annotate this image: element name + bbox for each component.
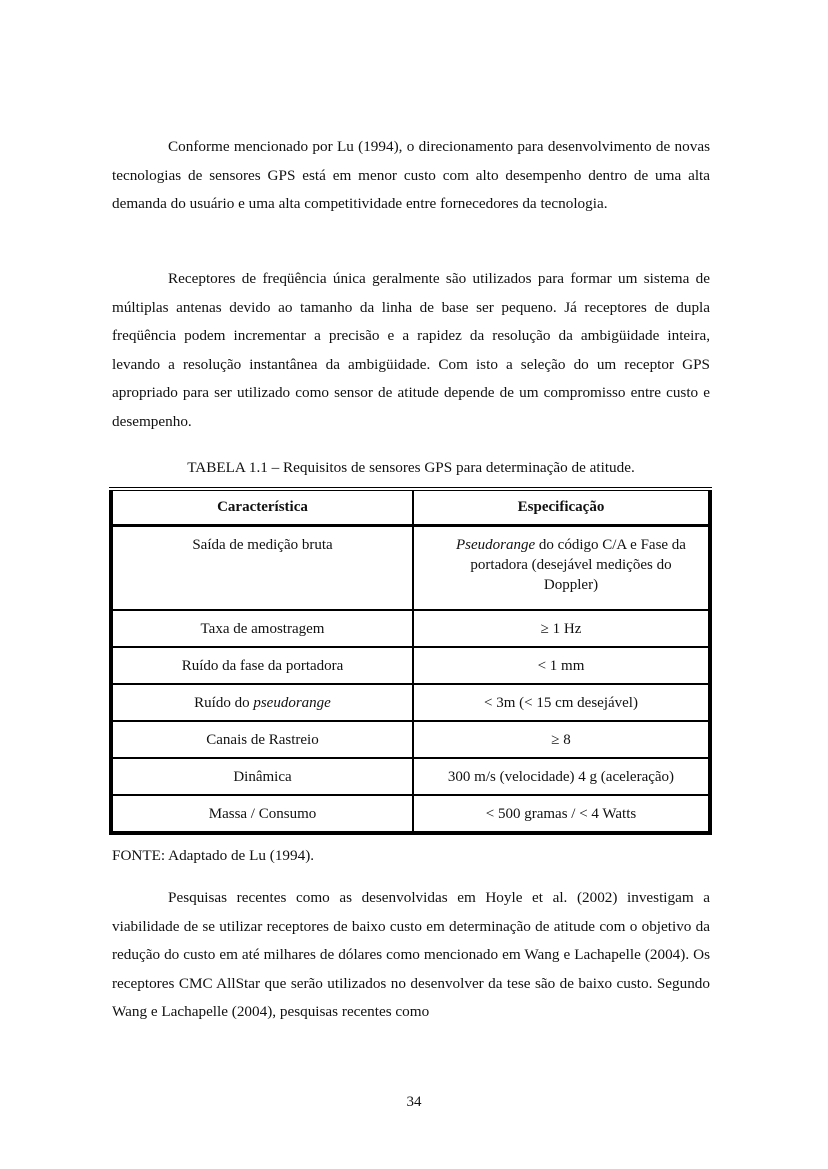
cell-spec: < 3m (< 15 cm desejável) (413, 684, 710, 721)
table-row (111, 795, 710, 833)
paragraph-1-text: Conforme mencionado por Lu (1994), o direcionamento para desenvolvimento de novas tecnologias de sensores GPS está em menor custo com alto desempenho dentro de uma alta demanda do usuário e uma alta competitividade entre fornecedores da tecnologia. (112, 138, 710, 213)
paragraph-2-text: Receptores de freqüência única geralmente são utilizados para formar um sistema de múltiplas antenas devido ao tamanho da linha de base ser pequeno. Já receptores de dupla freqüência podem incrementar a precisão e a rapidez da resolução da ambigüidade inteira, levando a resolução instantânea da ambigüidade. Com isto a seleção do um receptor GPS apropriado para ser utilizado como sensor de atitude depende de um compromisso entre custo e desempenho. (112, 270, 710, 430)
cell-feature: Ruído da fase da portadora (111, 647, 413, 684)
cell-feature: Canais de Rastreio (111, 721, 413, 758)
cell-feature (111, 684, 413, 721)
page-number: 34 (406, 1094, 422, 1110)
cell-spec-italic: Pseudorange (456, 537, 536, 553)
cell-spec: 300 m/s (velocidade) 4 g (aceleração) (413, 758, 710, 795)
paragraph-1 (112, 133, 710, 219)
cell-feature-italic: pseudorange (253, 694, 331, 711)
header-spec: Especificação (413, 489, 710, 526)
table-caption: TABELA 1.1 – Requisitos de sensores GPS para determinação de atitude. (187, 459, 635, 476)
paragraph-2 (112, 265, 710, 437)
table-row (111, 610, 710, 647)
requirements-table (109, 487, 712, 835)
paragraph-3 (112, 884, 710, 1027)
table-row (111, 647, 710, 684)
table-row (111, 758, 710, 795)
table-header-row (111, 489, 710, 526)
cell-spec: < 500 gramas / < 4 Watts (485, 805, 637, 822)
cell-spec-text: do código C/A e Fase da portadora (desejável medições do Doppler) (470, 537, 686, 593)
cell-feature: Massa / Consumo (111, 795, 413, 833)
table-row (111, 721, 710, 758)
requirements-table-wrapper (109, 487, 712, 835)
table-row (111, 526, 710, 611)
cell-feature: Dinâmica (111, 758, 413, 795)
cell-spec: ≥ 1 Hz (413, 610, 710, 647)
cell-spec: ≥ 8 (413, 721, 710, 758)
cell-feature-prefix: Ruído do (194, 694, 254, 711)
cell-spec (413, 526, 710, 611)
cell-feature: Taxa de amostragem (111, 610, 413, 647)
cell-spec: < 1 mm (413, 647, 710, 684)
table-row (111, 684, 710, 721)
table-source: FONTE: Adaptado de Lu (1994). (112, 847, 315, 864)
paragraph-3-text: Pesquisas recentes como as desenvolvidas em Hoyle et al. (2002) investigam a viabilidade de se utilizar receptores de baixo custo em determinação de atitude com o objetivo da redução do custo em até milhares de dólares como mencionado em Wang e Lachapelle (2004). Os receptores CMC AllStar que serão utilizados no desenvolver da tese são de baixo custo. Segundo Wang e Lachapelle (2004), pesquisas recentes como (112, 889, 710, 1021)
header-feature: Característica (111, 489, 413, 526)
cell-feature: Saída de medição bruta (111, 526, 413, 611)
